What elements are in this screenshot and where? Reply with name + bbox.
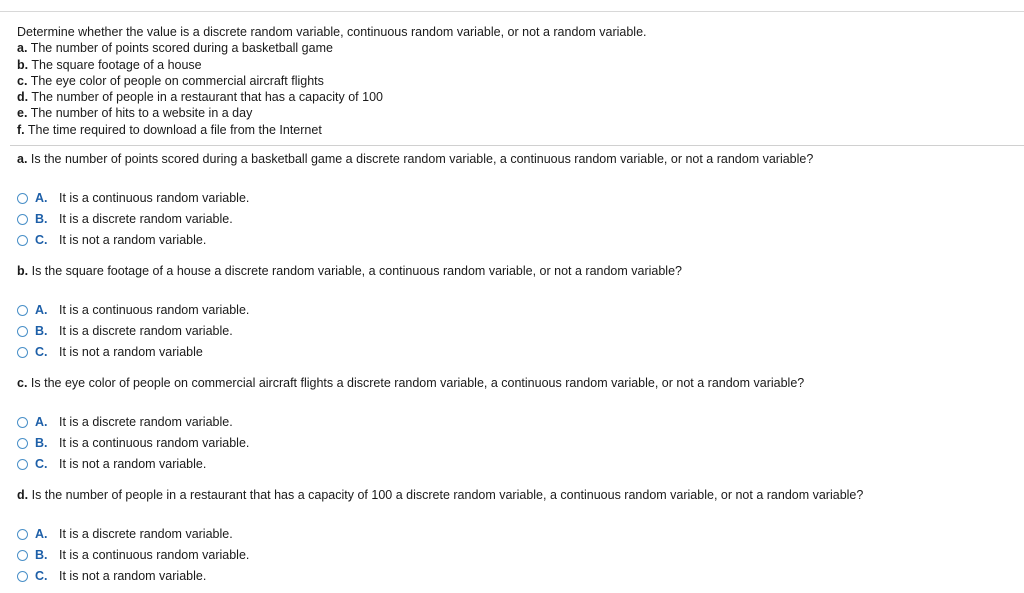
option-c-B[interactable]: B. It is a continuous random variable. <box>17 435 249 451</box>
top-divider <box>0 11 1024 12</box>
radio-button[interactable] <box>17 459 28 470</box>
option-b-A[interactable]: A. It is a continuous random variable. <box>17 302 249 318</box>
radio-button[interactable] <box>17 571 28 582</box>
radio-button[interactable] <box>17 438 28 449</box>
intro-item-b: b. The square footage of a house <box>17 57 202 72</box>
option-a-C[interactable]: C. It is not a random variable. <box>17 232 206 248</box>
option-a-A[interactable]: A. It is a continuous random variable. <box>17 190 249 206</box>
option-d-A[interactable]: A. It is a discrete random variable. <box>17 526 233 542</box>
option-d-B[interactable]: B. It is a continuous random variable. <box>17 547 249 563</box>
instruction-text: Determine whether the value is a discrete random variable, continuous random variable, or not a random variable. <box>17 25 647 39</box>
option-c-A[interactable]: A. It is a discrete random variable. <box>17 414 233 430</box>
radio-button[interactable] <box>17 235 28 246</box>
question-a: a. Is the number of points scored during a basketball game a discrete random variable, a continuous random variable, or not a random variable? <box>17 152 814 166</box>
radio-button[interactable] <box>17 529 28 540</box>
problem-statement <box>17 24 647 138</box>
question-d: d. Is the number of people in a restaurant that has a capacity of 100 a discrete random variable, a continuous random variable, or not a random variable? <box>17 488 864 502</box>
option-b-B[interactable]: B. It is a discrete random variable. <box>17 323 233 339</box>
option-c-C[interactable]: C. It is not a random variable. <box>17 456 206 472</box>
radio-button[interactable] <box>17 193 28 204</box>
radio-button[interactable] <box>17 326 28 337</box>
option-d-C[interactable]: C. It is not a random variable. <box>17 568 206 584</box>
intro-item-f: f. The time required to download a file from the Internet <box>17 122 322 137</box>
radio-button[interactable] <box>17 347 28 358</box>
section-divider <box>10 145 1024 146</box>
intro-item-d: d. The number of people in a restaurant that has a capacity of 100 <box>17 90 383 105</box>
intro-item-c: c. The eye color of people on commercial aircraft flights <box>17 73 324 88</box>
radio-button[interactable] <box>17 417 28 428</box>
question-b: b. Is the square footage of a house a discrete random variable, a continuous random variable, or not a random variable? <box>17 264 682 278</box>
question-c: c. Is the eye color of people on commercial aircraft flights a discrete random variable, a continuous random variable, or not a random variable? <box>17 376 805 390</box>
radio-button[interactable] <box>17 550 28 561</box>
intro-item-e: e. The number of hits to a website in a day <box>17 106 253 121</box>
radio-button[interactable] <box>17 214 28 225</box>
intro-item-a: a. The number of points scored during a basketball game <box>17 41 333 56</box>
radio-button[interactable] <box>17 305 28 316</box>
option-a-B[interactable]: B. It is a discrete random variable. <box>17 211 233 227</box>
option-b-C[interactable]: C. It is not a random variable <box>17 344 203 360</box>
